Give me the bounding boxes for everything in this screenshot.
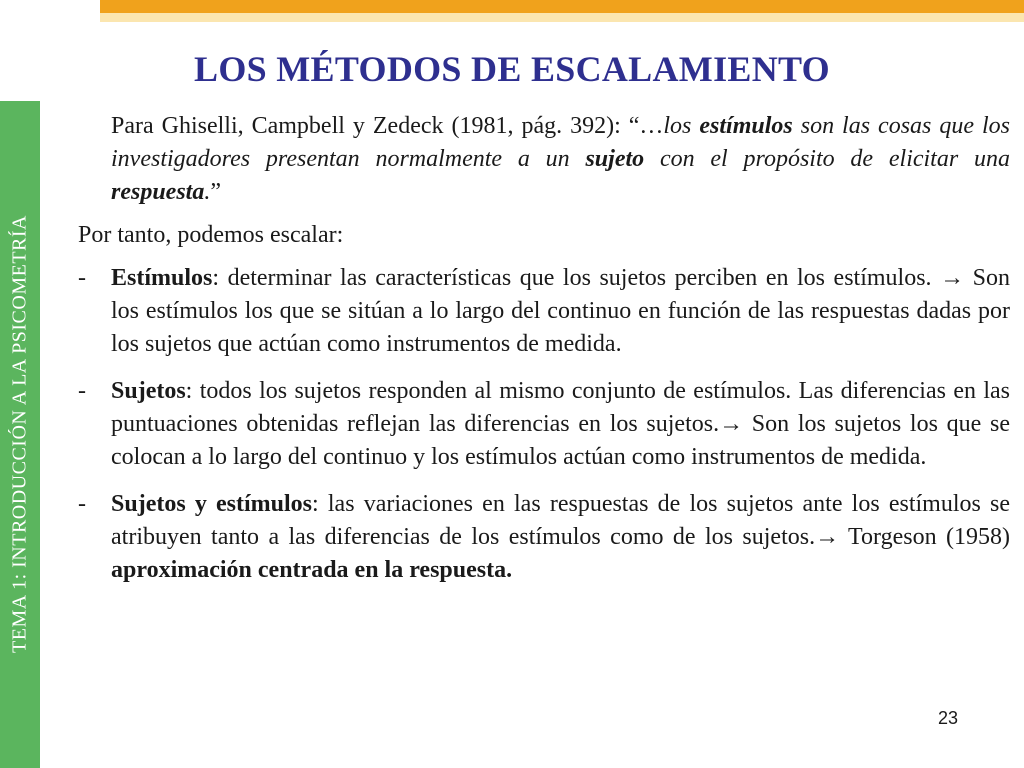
quote-italic-1: los [663, 113, 700, 139]
bullet-body: : determinar las características que los sujetos perciben en los estímulos. → Son los estímulos los que se sitúan a lo largo del continuo en función de las respuestas dadas por los sujetos que actúan como instrumentos de medida. [111, 265, 1010, 357]
bullet-dash: - [78, 265, 86, 291]
top-accent-bar [100, 0, 1024, 13]
quote-term-estimulos: estímulos [699, 113, 793, 139]
bullet-dash: - [78, 491, 86, 517]
quote-close: ” [210, 179, 221, 205]
quote-italic-3: con el propósito de elicitar una [644, 146, 1010, 172]
bullet-sujetos-y-estimulos [78, 488, 1010, 587]
bullet-term: Sujetos [111, 378, 186, 404]
bullet-body: : las variaciones en las respuestas de los sujetos ante los estímulos se atribuyen tanto a las diferencias de los estímulos como de los sujetos.→ Torgeson (1958) [111, 491, 1011, 550]
quote-lead: Para Ghiselli, Campbell y Zedeck (1981, pág. 392): “… [111, 113, 664, 139]
bullet-estimulos [78, 262, 1010, 361]
quote-term-sujeto: sujeto [585, 146, 645, 172]
bullet-term-approach: aproximación centrada en la respuesta. [111, 557, 513, 583]
bullet-dash: - [78, 378, 86, 404]
bullet-text [111, 488, 1010, 587]
bullet-body: : todos los sujetos responden al mismo conjunto de estímulos. Las diferencias en las puntuaciones obtenidas reflejan las diferencias en los sujetos.→ Son los sujetos los que se colocan a lo largo del continuo y los estímulos actúan como instrumentos de medida. [111, 378, 1010, 470]
intro-text: Por tanto, podemos escalar: [78, 222, 344, 248]
slide-title: LOS MÉTODOS DE ESCALAMIENTO [194, 49, 830, 89]
quote-paragraph [111, 110, 1010, 209]
bullet-text [111, 262, 1010, 361]
quote-italic-4: . [204, 179, 211, 205]
side-label: TEMA 1: INTRODUCCIÓN A LA PSICOMETRÍA [8, 215, 31, 653]
quote-term-respuesta: respuesta [111, 179, 205, 205]
page-number: 23 [937, 708, 959, 728]
bullet-term: Sujetos y estímulos [111, 491, 313, 517]
bullet-term: Estímulos [111, 265, 213, 291]
bullet-text [111, 375, 1010, 474]
slide-body [78, 110, 1010, 601]
top-accent-bar-light [100, 13, 1024, 22]
bullet-sujetos [78, 375, 1010, 474]
quote-italic-2: son las cosas que los investigadores presentan normalmente a un [111, 113, 1011, 172]
